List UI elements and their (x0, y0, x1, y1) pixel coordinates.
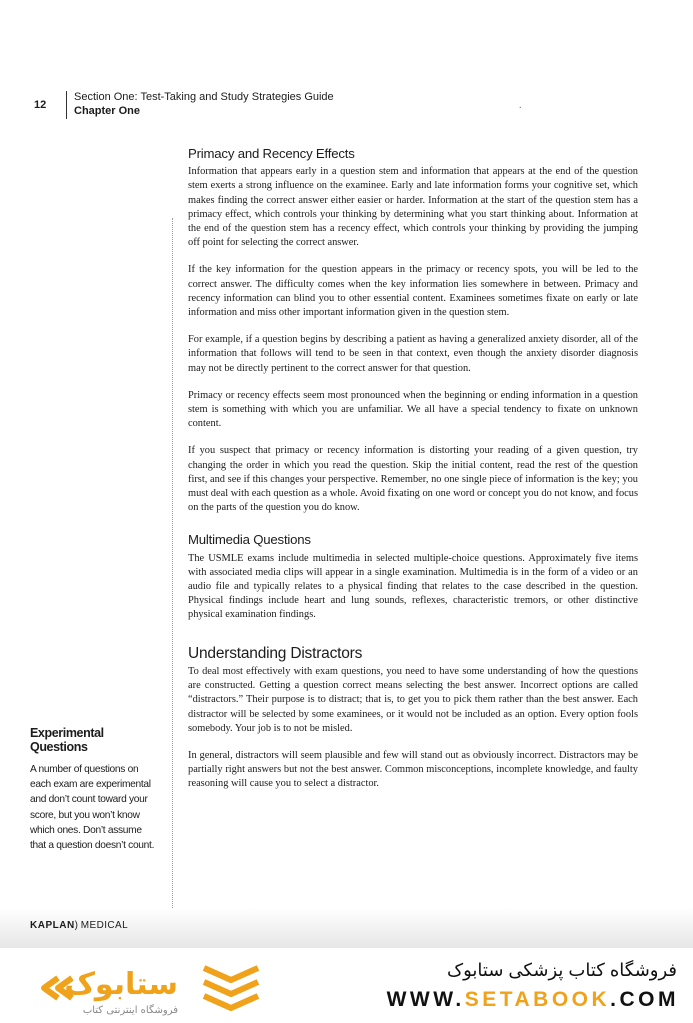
section-title: Section One: Test-Taking and Study Strategies Guide (74, 91, 334, 103)
sidebar-note (30, 726, 160, 853)
multimedia-heading: Multimedia Questions (188, 532, 311, 548)
kaplan-medical-logo (30, 920, 128, 931)
multimedia-paragraph-1: The USMLE exams include multimedia in selected multiple-choice questions. Approximately five items with associated media clips will appear in a single examination. Multimedia is in the form of a video or an audio file and typically relates to a physical finding that relates to the case described in the question. Physical findings include heart and lung sounds, reflexes, characteristic tremors, or other distinctive physical examination findings. (188, 552, 638, 621)
setabook-logo-icon (30, 958, 190, 1018)
primacy-paragraph-1: Information that appears early in a question stem and information that appears at the end of the question stem exerts a strong influence on the examinee. Early and late information forms your cognitive set, which makes finding the correct answer either easier or harder. Information at the start of the question stem has a primacy effect, which controls your thinking by determining what you start thinking about. Information at the end of the question stem has a recency effect, which controls your thinking by providing the jumping off point for selecting the correct answer. (188, 166, 638, 249)
main-text-column (188, 147, 638, 792)
distractors-paragraph-2: In general, distractors will seem plausible and few will stand out as obviously incorrect. Distractors may be partially right answers but not the best answer. Common misconceptions, incomplete knowledge, and faulty reasoning will cause you to select a distractor. (188, 749, 638, 790)
primacy-paragraph-2: If the key information for the question appears in the primacy or recency spots, you will be led to the correct answer. The difficulty comes when the key information lies somewhere in between. Primacy and recency information can blind you to other essential content. Examinees sometimes fixate on early or late information and miss other important information given in the question stem. (188, 264, 638, 319)
kaplan-brand: KAPLAN (30, 920, 75, 931)
margin-dotted-rule (172, 218, 173, 908)
header-divider (66, 91, 67, 119)
url-highlight: SETABOOK (464, 988, 611, 1011)
store-url[interactable] (387, 988, 679, 1012)
page-header (0, 88, 693, 124)
primacy-paragraph-5: If you suspect that primacy or recency information is distorting your reading of a given question, try changing the order in which you read the question. Skip the initial content, read the rest of the question first, and see if this changes your perspective. Remember, no one single piece of information is the key; you must deal with each question as a whole. Avoid fixating on one word or concept you do not know, and focus on the parts of the question you do know. (188, 445, 638, 514)
store-name: فروشگاه کتاب پزشکی ستابوک (447, 960, 677, 980)
distractors-paragraph-1: To deal most effectively with exam questions, you need to have some understanding of how the questions are constructed. Getting a question correct means selecting the best answer. Incorrect options are called “distractors.” Their purpose is to distract; that is, to get you to pick them rather than the best answer. Each distractor will be selected by some examinees, or it would not be included as an option. Every option fools somebody. Your job is to not be misled. (188, 665, 638, 734)
sidebar-text: A number of questions on each exam are experimental and don’t count toward your score, but you won’t know which ones. Don’t assume that a question doesn’t count. (30, 764, 155, 852)
url-prefix: WWW. (386, 988, 465, 1011)
kaplan-swoosh-icon: ) (74, 920, 79, 931)
url-suffix: .COM (610, 988, 679, 1011)
kaplan-division: MEDICAL (80, 920, 129, 931)
header-mark: . (519, 100, 522, 111)
logo-text: ستابوک (64, 967, 178, 1002)
logo-subtext: فروشگاه اینترنتی کتاب (82, 1005, 178, 1016)
chevron-stack-icon (196, 962, 266, 1012)
primacy-paragraph-3: For example, if a question begins by describing a patient as having a generalized anxiety disorder, all of the information that follows will tend to be seen in that context, even though the anxiety disorder diagnosis may not be directly pertinent to the correct answer for that question. (188, 334, 638, 374)
sidebar-title: Experimental Questions (30, 726, 104, 754)
primacy-paragraph-4: Primacy or recency effects seem most pronounced when the beginning or ending information in a question stem is something with which you are unfamiliar. We all have a special tendency to fixate on unknown content. (188, 389, 638, 430)
page-number: 12 (34, 99, 47, 111)
primacy-heading: Primacy and Recency Effects (188, 146, 355, 161)
distractors-heading: Understanding Distractors (188, 644, 363, 662)
chapter-title: Chapter One (74, 105, 141, 117)
